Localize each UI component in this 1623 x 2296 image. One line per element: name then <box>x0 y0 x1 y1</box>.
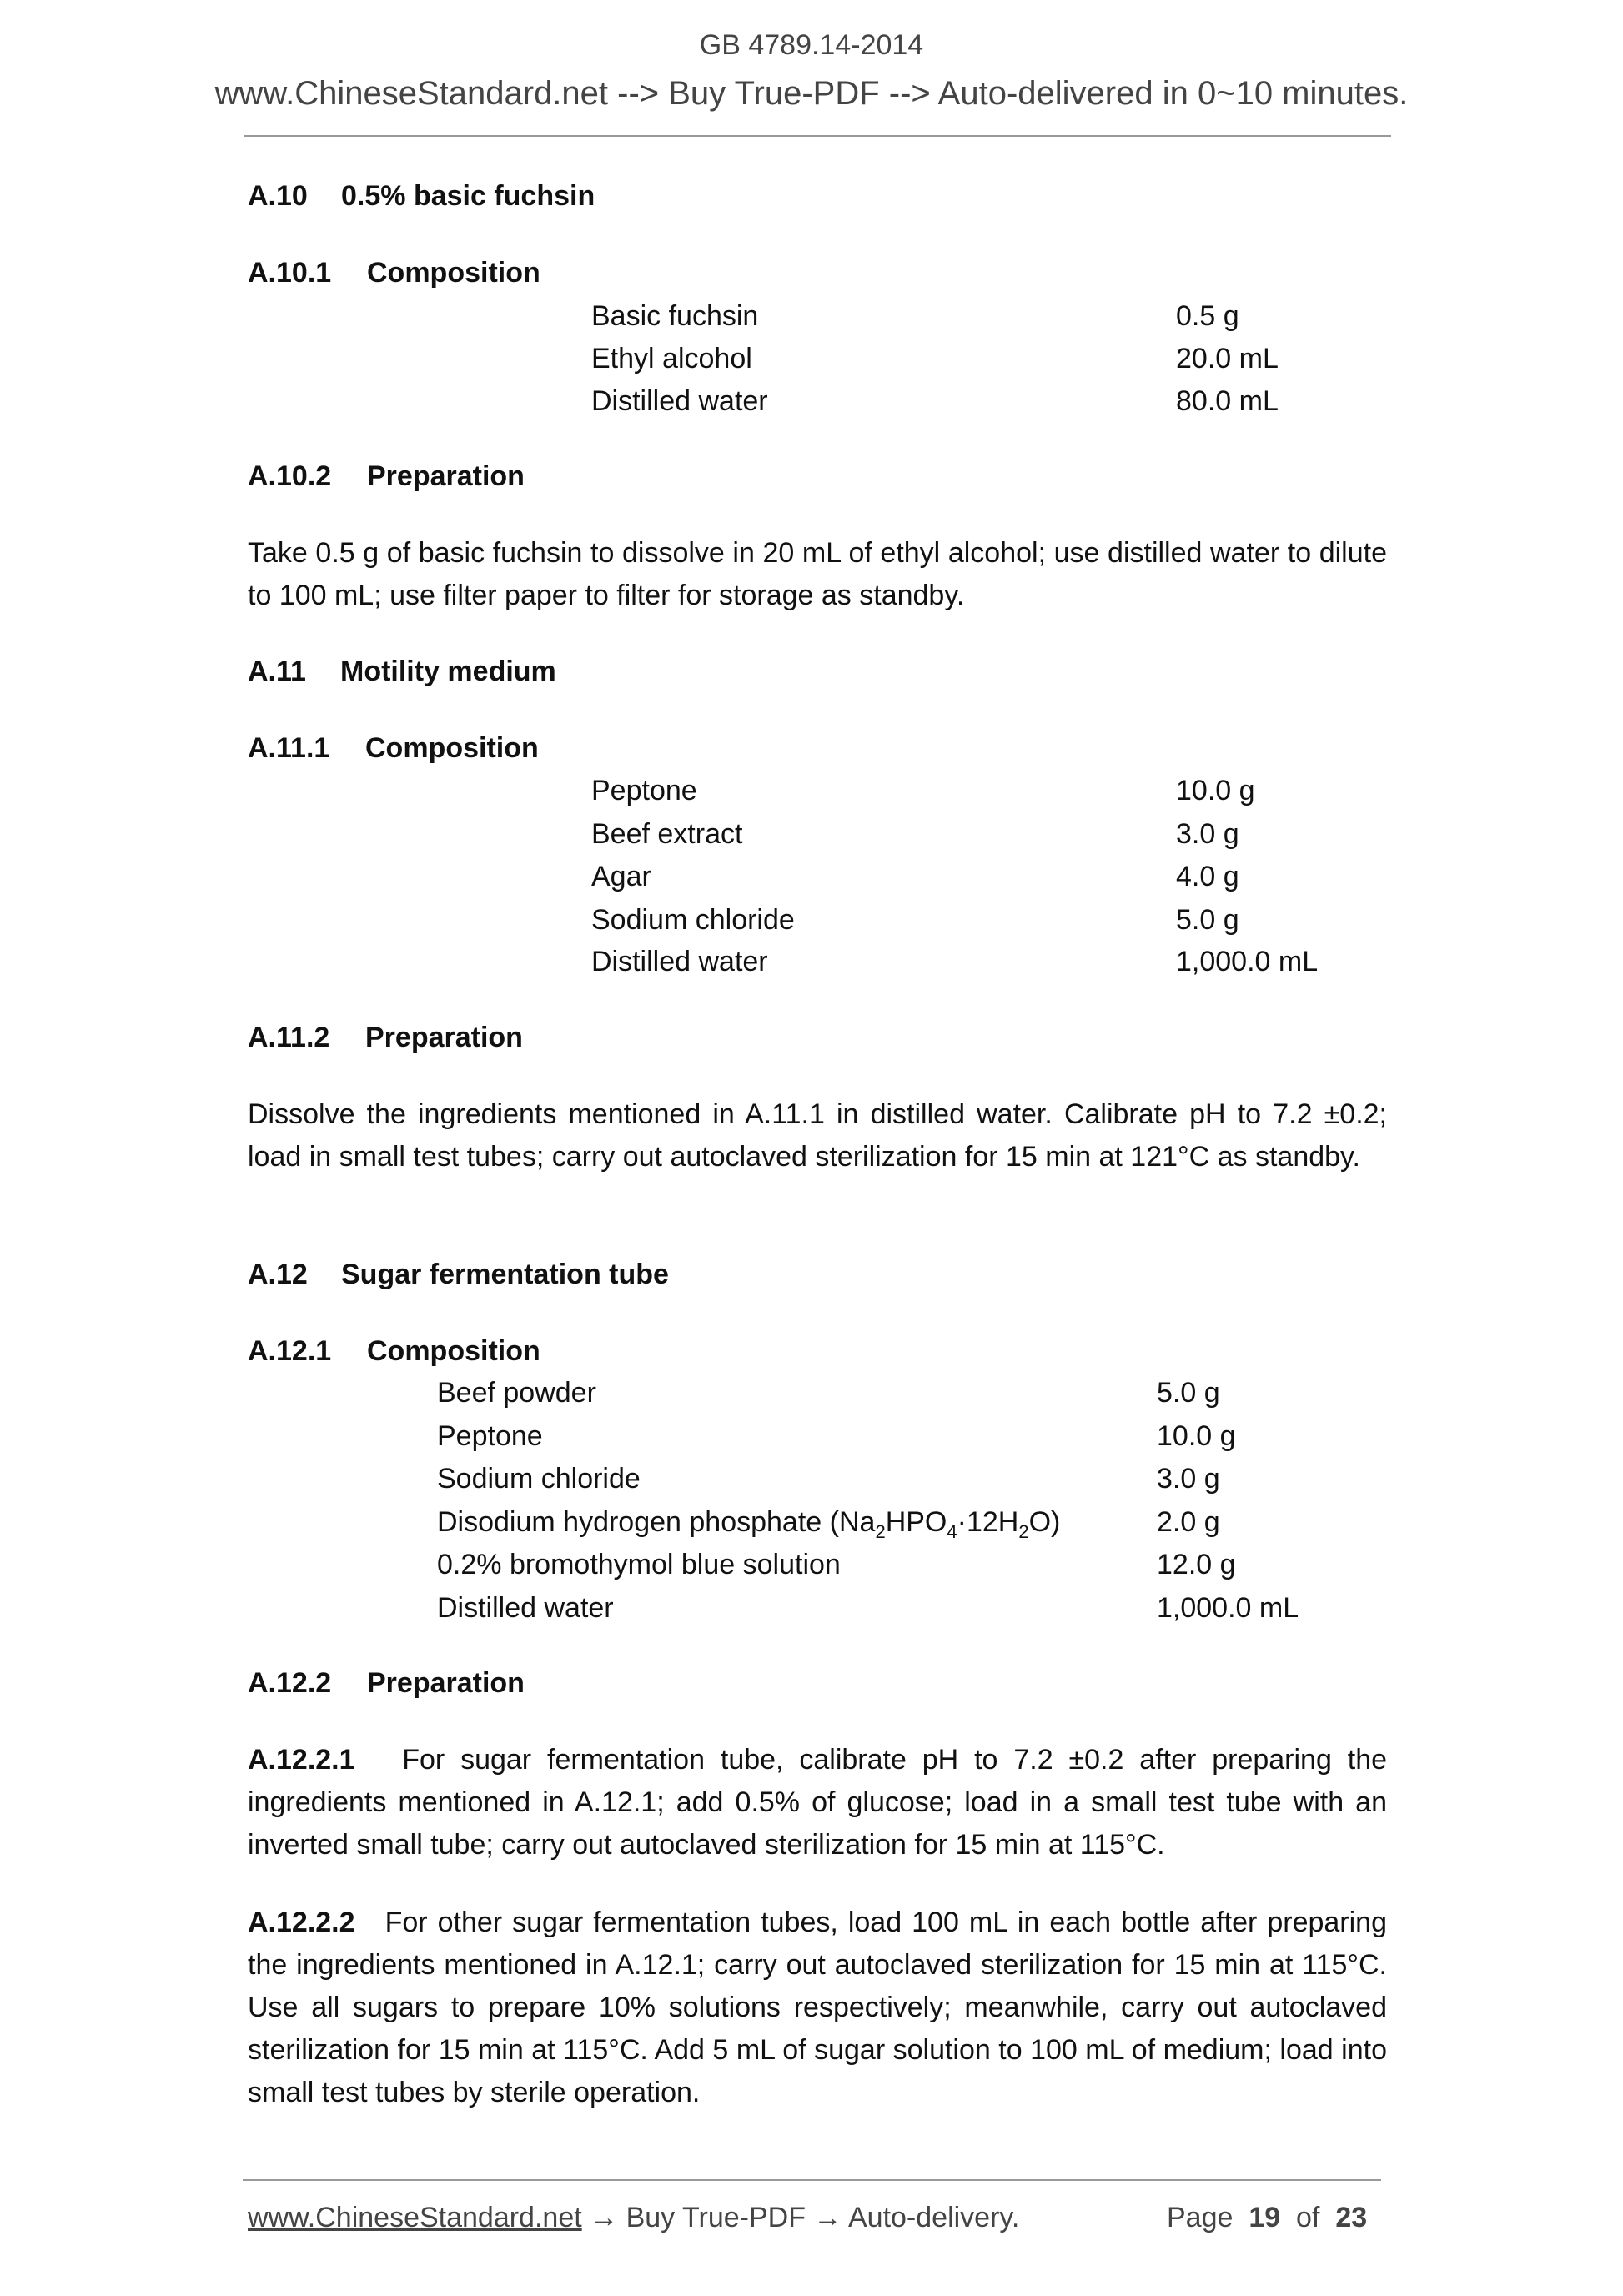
ingredient-amount: 0.5 g <box>1176 300 1239 332</box>
ingredient-name: Distilled water <box>437 1592 614 1624</box>
paragraph-a12-2-1: A.12.2.1 For sugar fermentation tube, calibrate pH to 7.2 ±0.2 after preparing the ingredients mentioned in A.12.1; add 0.5% of glucose; load in a small test tube with an inverted small tube; carry out autoclaved sterilization for 15 min at 115°C. <box>248 1744 1388 1861</box>
ingredient-name: 0.2% bromothymol blue solution <box>437 1549 841 1580</box>
subsection-heading-a12-1: A.12.1 Composition <box>248 1335 540 1367</box>
ingredient-amount: 3.0 g <box>1157 1463 1220 1495</box>
ingredient-amount: 12.0 g <box>1157 1549 1236 1580</box>
ingredient-amount: 10.0 g <box>1176 775 1255 806</box>
ingredient-amount: 3.0 g <box>1176 818 1239 850</box>
footer-rule <box>243 2179 1381 2181</box>
footer-link[interactable]: www.ChineseStandard.net <box>248 2202 582 2233</box>
subsection-heading-a11-2: A.11.2 Preparation <box>248 1022 523 1053</box>
section-heading-a12: A.12 Sugar fermentation tube <box>248 1259 669 1290</box>
ingredient-name: Distilled water <box>591 385 768 417</box>
subsection-heading-a12-2: A.12.2 Preparation <box>248 1667 525 1699</box>
ingredient-amount: 5.0 g <box>1176 904 1239 936</box>
page-number: Page 19 of 23 <box>1167 2202 1368 2233</box>
subsection-heading-a10-2: A.10.2 Preparation <box>248 460 525 492</box>
ingredient-amount: 4.0 g <box>1176 861 1239 892</box>
ingredient-amount: 1,000.0 mL <box>1157 1592 1299 1624</box>
ingredient-amount: 20.0 mL <box>1176 343 1279 374</box>
ingredient-name: Agar <box>591 861 651 892</box>
paragraph-a12-2-2: A.12.2.2 For other sugar fermentation tubes, load 100 mL in each bottle after preparing the ingredients mentioned in A.12.1; carry out autoclaved sterilization for 15 min at 115°C. Use all sugars to prepare 10% solutions respectively; meanwhile, carry out autoclaved sterilization for 15 min at 115°C. Add 5 mL of sugar solution to 100 mL of medium; load into small test tubes by sterile operation. <box>248 1907 1387 2108</box>
ingredient-amount: 5.0 g <box>1157 1377 1220 1409</box>
subsection-heading-a11-1: A.11.1 Composition <box>248 732 539 764</box>
paragraph-a10-2: Take 0.5 g of basic fuchsin to dissolve in 20 mL of ethyl alcohol; use distilled water to dilute to 100 mL; use filter paper to filter for storage as standby. <box>248 537 1387 611</box>
ingredient-name: Sodium chloride <box>437 1463 641 1495</box>
ingredient-amount: 2.0 g <box>1157 1506 1220 1538</box>
ingredient-name: Peptone <box>437 1420 543 1452</box>
ingredient-amount: 10.0 g <box>1157 1420 1236 1452</box>
paragraph-a11-2: Dissolve the ingredients mentioned in A.11.1 in distilled water. Calibrate pH to 7.2 ±0.2; load in small test tubes; carry out autoclaved sterilization for 15 min at 121°C as standby. <box>248 1098 1387 1173</box>
ingredient-name: Sodium chloride <box>591 904 795 936</box>
ingredient-name: Basic fuchsin <box>591 300 759 332</box>
header-standard-number: GB 4789.14-2014 <box>699 29 924 61</box>
ingredient-name: Ethyl alcohol <box>591 343 752 374</box>
section-heading-a10: A.10 0.5% basic fuchsin <box>248 180 595 212</box>
ingredient-amount: 80.0 mL <box>1176 385 1279 417</box>
section-heading-a11: A.11 Motility medium <box>248 656 556 687</box>
ingredient-name: Beef extract <box>591 818 743 850</box>
ingredient-name: Beef powder <box>437 1377 596 1409</box>
ingredient-name: Peptone <box>591 775 697 806</box>
ingredient-name: Distilled water <box>591 946 768 977</box>
subsection-heading-a10-1: A.10.1 Composition <box>248 257 540 289</box>
header-site-text: www.ChineseStandard.net --> Buy True-PDF --> Auto-delivered in 0~10 minutes. <box>214 75 1409 112</box>
footer-text: www.ChineseStandard.net → Buy True-PDF → Auto-delivery. <box>248 2202 1020 2233</box>
header-rule <box>244 135 1391 137</box>
ingredient-amount: 1,000.0 mL <box>1176 946 1319 977</box>
ingredient-name: Disodium hydrogen phosphate $(Na_2HPO_4\cdot 12H_2O)$ <box>437 1506 1061 1542</box>
